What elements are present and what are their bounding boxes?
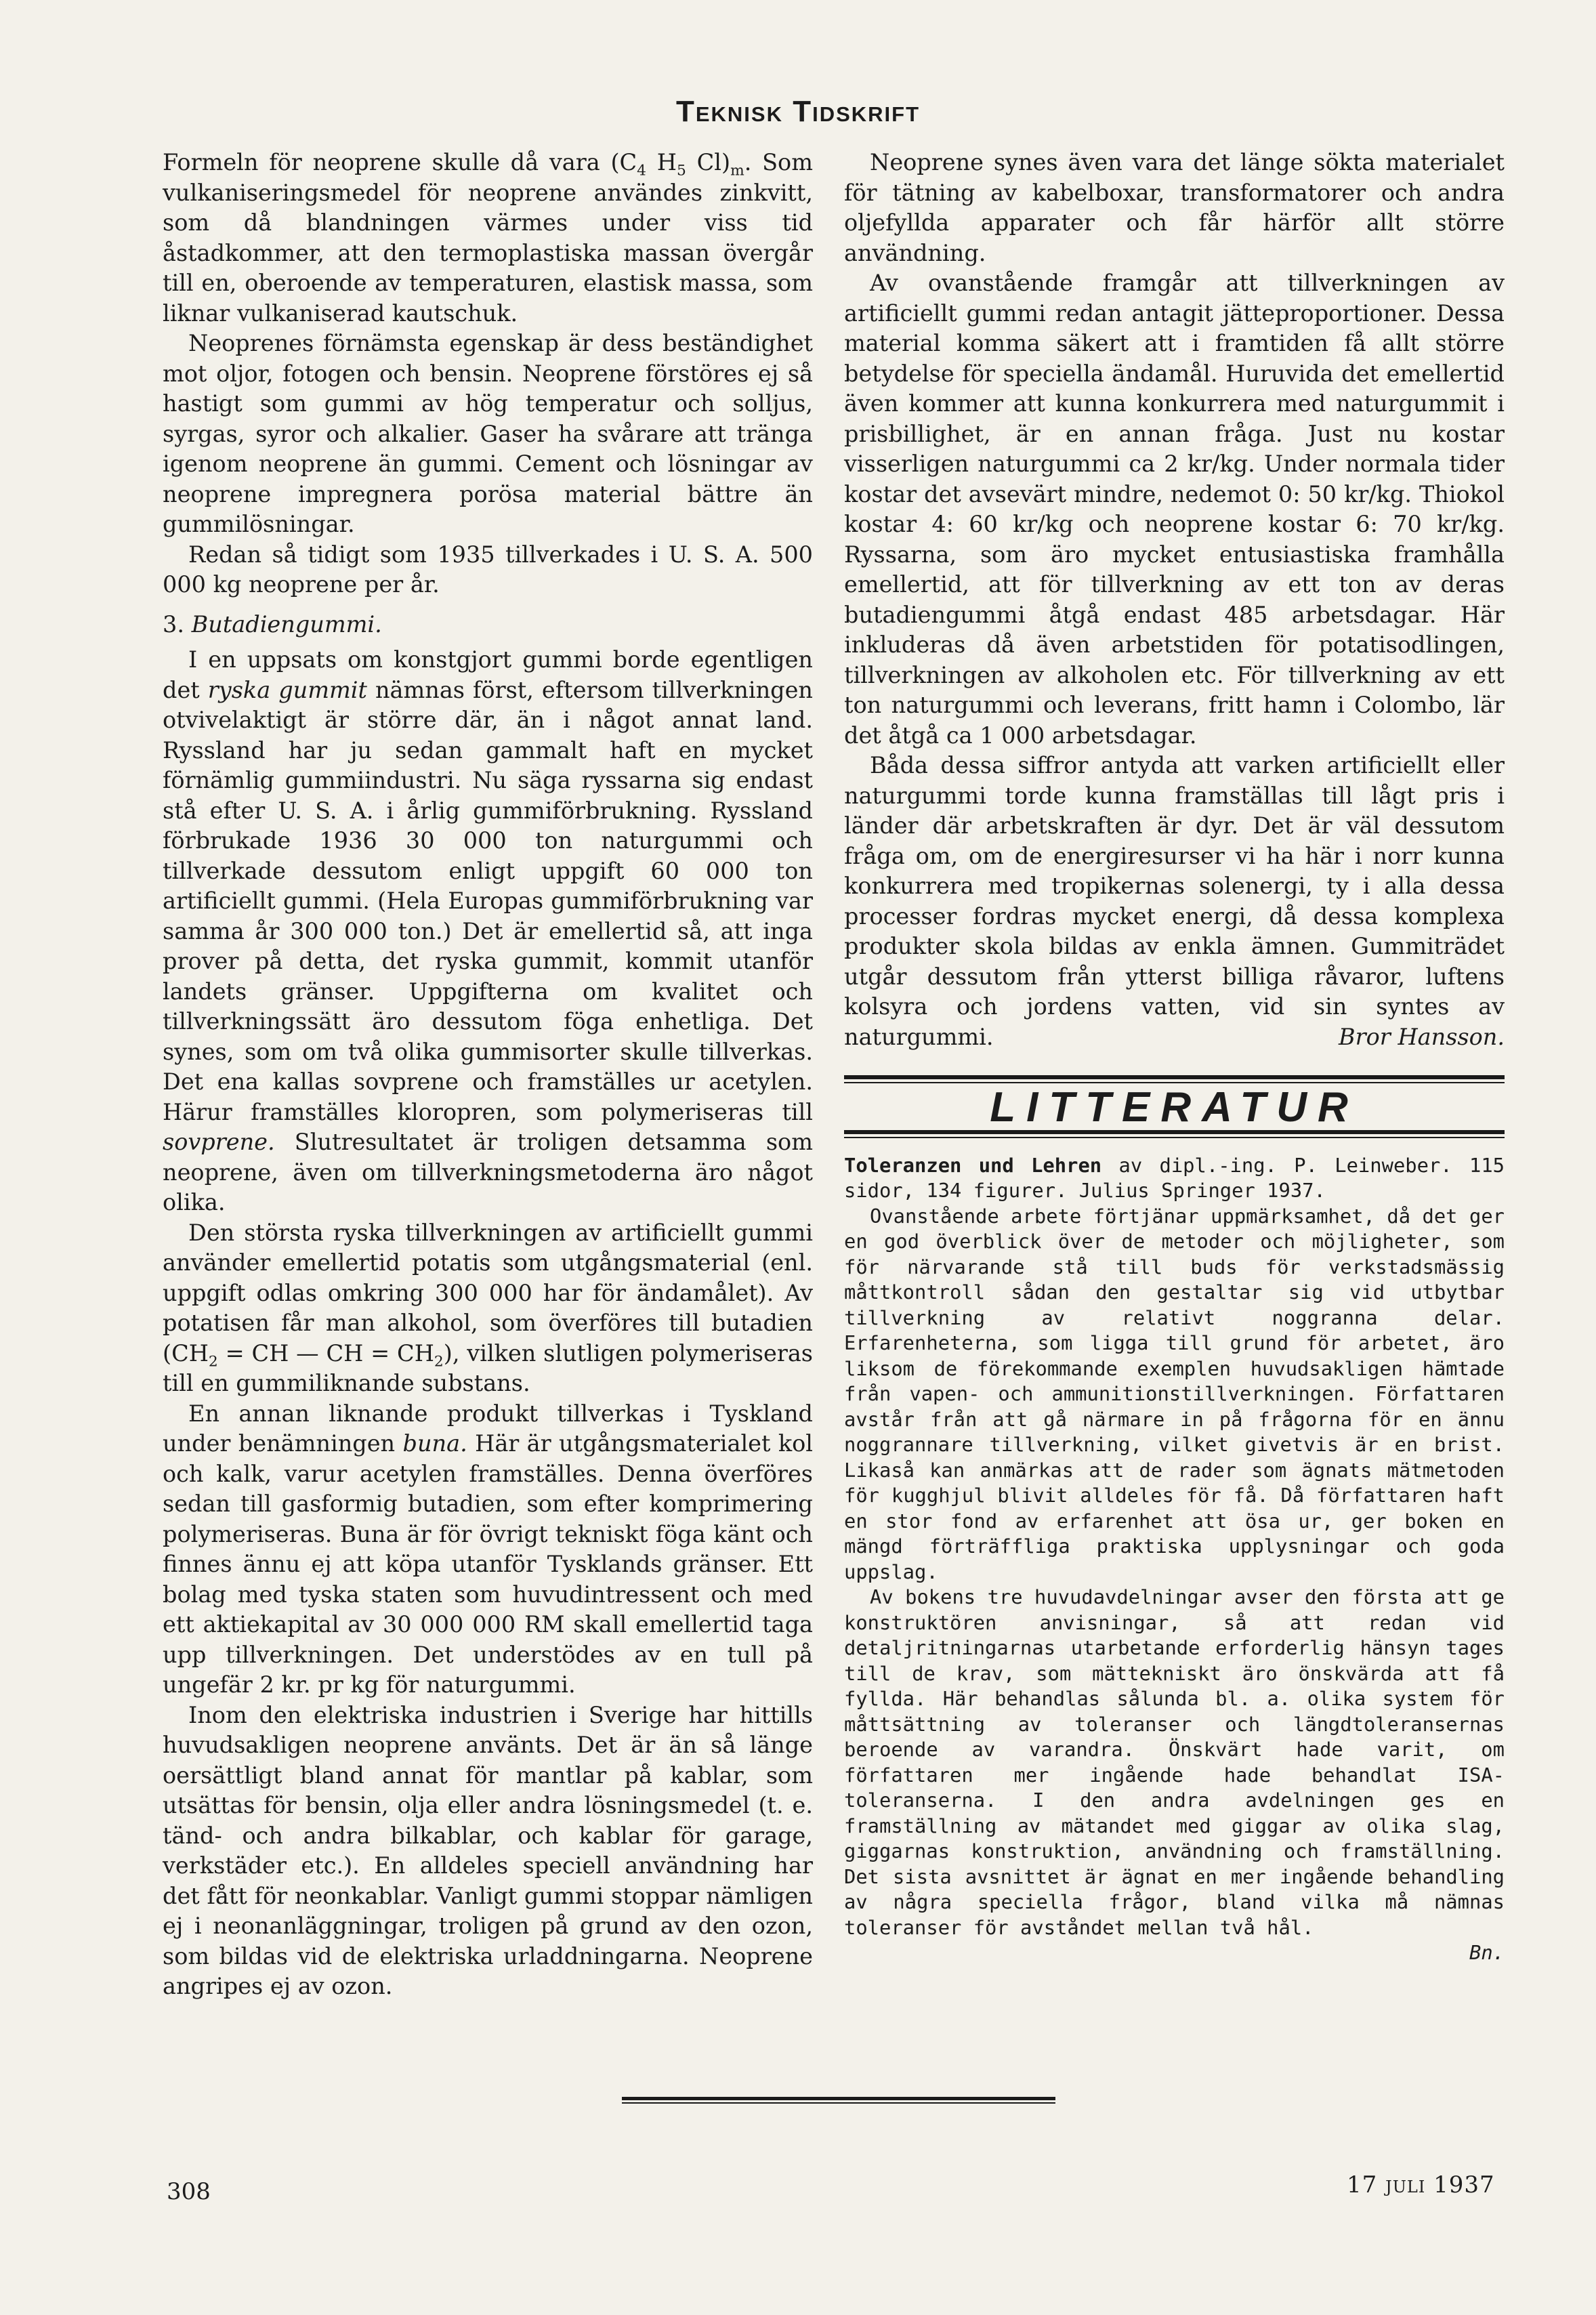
paragraph-neoprene-properties: Neoprenes förnämsta egenskap är dess beständighet mot oljor, fotogen och bensin. Neoprene förstöres ej så hastigt som gummi av hög temperatur och solljus, syrgas, syror och alkalier. Gaser ha svårare att tränga igenom neoprene än gummi. Cement och lösningar av neoprene impregnera porösa material bättre än gummilösningar.	[163, 330, 813, 537]
paragraph-prices: Av ovanstående framgår att tillverkningen av artificiellt gummi redan antagit jätteproportioner. Dessa material komma säkert att i framtiden få allt större betydelse för speciella ändamål. Huruvida det emellertid även kommer att kunna konkurrera med naturgummit i prisbillighet, är en annan fråga. Just nu kostar visserligen naturgummi ca 2 kr/kg. Under normala tider kostar det avsevärt mindre, nedemot 0: 50 kr/kg. Thiokol kostar 4: 60 kr/kg och neoprene kostar 6: 70 kr/kg. Ryssarna, som äro mycket entusiastiska framhålla emellertid, att för tillverkning av ett ton av deras butadiengummi åtgå endast 485 arbetsdagar. Här inkluderas då även arbetstiden för potatisodlingen, tillverkningen av alkoholen etc. För tillverkning av ett ton naturgummi och leverans, fritt hamn i Colombo, lär det åtgå ca 1 000 arbetsdagar.	[844, 270, 1505, 749]
author-signature: Bror Hansson.	[1338, 1023, 1505, 1050]
page-number: 308	[167, 2178, 211, 2205]
masthead-title: Teknisk Tidskrift	[675, 95, 921, 128]
paragraph-russian-rubber: I en uppsats om konstgjort gummi borde egentligen det ryska gummit nämnas först, eftersom tillverkningen otvivelaktigt är större där, än i något annat land. Ryssland har ju sedan gammalt haft en mycket förnämlig gummiindustri. Nu säga ryssarna sig endast stå efter U. S. A. i årlig gummiförbrukning. Ryssland förbrukade 1936 30 000 ton naturgummi och tillverkade dessutom enligt uppgift 60 000 ton artificiellt gummi. (Hela Europas gummiförbrukning var samma år 300 000 ton.) Det är emellertid så, att inga prover på detta, det ryska gummit, kommit utanför landets gränser. Uppgifterna om kvalitet och tillverkningssätt äro dessutom föga enhetliga. Det synes, som om två olika gummisorter skulle tillverkas. Det ena kallas sovprene och framställes ur acetylen. Härur framställes kloropren, som polymeriseras till sovprene. Slutresultatet är troligen detsamma som neoprene, även om tillverkningsmetoderna äro något olika.	[163, 646, 813, 1215]
right-column	[844, 148, 1505, 1966]
litteratur-heading: LITTERATUR	[990, 1084, 1359, 1131]
section-divider-bottom	[844, 1130, 1505, 1138]
section-divider-top	[844, 1075, 1505, 1083]
section-heading-butadiengummi: 3. Butadiengummi.	[163, 610, 382, 638]
bottom-rule	[622, 2097, 1055, 2104]
paragraph-neoprene-sealing: Neoprene synes även vara det länge sökta materialet för tätning av kabelboxar, transformatorer och andra oljefyllda apparater och får härför allt större användning.	[844, 149, 1505, 266]
left-column	[163, 148, 813, 2002]
issue-date: 17 juli 1937	[1347, 2171, 1495, 2198]
review-header: Toleranzen und Lehren av dipl.-ing. P. Leinweber. 115 sidor, 134 figurer. Julius Springer 1937.	[844, 1153, 1505, 1202]
paragraph-buna: En annan liknande produkt tillverkas i Tyskland under benämningen buna. Här är utgångsmaterialet kol och kalk, varur acetylen framställes. Denna överföres sedan till gasformig butadien, som efter komprimering polymeriseras. Buna är för övrigt tekniskt föga känt och finnes ännu ej att köpa utanför Tysklands gränser. Ett bolag med tyska staten som huvudintressent och med ett aktiekapital av 30 000 000 RM skall emellertid taga upp tillverkningen. Det understödes av en tull på ungefär 2 kr. pr kg för naturgummi.	[163, 1400, 814, 1698]
review-signature: Bn.	[1469, 1941, 1505, 1964]
paragraph-swedish-industry: Inom den elektriska industrien i Sverige har hittills huvudsakligen neoprene använts. Det är än så länge oersättligt bland annat för mantlar på kablar, som utsättas för bensin, olja eller andra lösningsmedel (t. e. tänd- och andra bilkablar, och kablar för garage, verkstäder etc.). En alldeles speciell användning har det fått för neonkablar. Vanligt gummi stoppar nämligen ej i neonanläggningar, troligen på grund av den ozon, som bildas vid de elektriska urladdningarna. Neoprene angripes ej av ozon.	[163, 1701, 813, 1999]
paragraph-conclusion: Båda dessa siffror antyda att varken artificiellt eller naturgummi torde kunna framställas till lågt pris i länder där arbetskraften är dyr. Det är väl dessutom fråga om, om de energiresurser vi ha här i norr kunna konkurrera med tropikernas solenergi, ty i alla dessa processer fordras mycket energi, då dessa komplexa produkter skola bildas av enkla ämnen. Gummiträdet utgår dessutom från ytterst billiga råvaror, luftens kolsyra och jordens vatten, vid sin syntes av naturgummi. Bror Hansson.	[844, 751, 1505, 1052]
paragraph-potato-butadiene: Den största ryska tillverkningen av artificiellt gummi använder emellertid potatis som utgångsmaterial (enl. uppgift odlas omkring 300 000 har för ändamålet). Av potatisen får man alkohol, som överföres till butadien ($CH_2$ = CH — CH = $CH_2$), vilken slutligen polymeriseras till en gummiliknande substans.	[163, 1219, 813, 1396]
book-review	[844, 1153, 1505, 1966]
review-paragraph-1: Ovanstående arbete förtjänar uppmärksamhet, då det ger en god överblick över de metoder och möjligheter, som för närvarande stå till buds för verkstadsmässig måttkontroll sådan den gestaltar sig vid utbytbar tillverkning av relativt noggranna delar. Erfarenheterna, som ligga till grund för arbetet, äro liksom de förekommande exemplen huvudsakligen hämtade från vapen- och ammunitionstillverkningen. Författaren avstår från att gå närmare in på frågorna för en ännu noggrannare tillverkning, vilket givetvis är en brist. Likaså kan anmärkas att de rader som ägnats mätmetoden för kugghjul blivit alldeles för få. Då författaren haft en stor fond av erfarenhet att ösa ur, ger boken en mängd förträffliga praktiska upplysningar och goda uppslag.	[844, 1204, 1505, 1583]
paragraph-neoprene-formula: Formeln för neoprene skulle då vara ($C_4$ $H_5$ $Cl)_m$. Som vulkaniseringsmedel för neoprene användes zinkvitt, som då blandningen värmes under viss tid åstadkommer, att den termoplastiska massan övergår till en, oberoende av temperaturen, elastisk massa, som liknar vulkaniserad kautschuk.	[163, 149, 813, 327]
paragraph-neoprene-production: Redan så tidigt som 1935 tillverkades i U. S. A. 500 000 kg neoprene per år.	[163, 541, 813, 598]
review-paragraph-2: Av bokens tre huvudavdelningar avser den första att ge konstruktören anvisningar, så att redan vid detaljritningarnas utarbetande erforderlig hänsyn tages till de krav, som mättekniskt äro önskvärda att få fyllda. Här behandlas sålunda bl. a. olika system för måttsättning av toleranser och längdtoleransernas beroende av varandra. Önskvärt hade varit, om författaren mer ingående hade behandlat ISA-toleranserna. I den andra avdelningen ges en framställning av mätandet med giggar av olika slag, giggarnas konstruktion, användning och framställning. Det sista avsnittet är ägnat en mer ingående behandling av några speciella frågor, bland vilka må nämnas toleranser för avståndet mellan två hål.	[844, 1585, 1505, 1939]
